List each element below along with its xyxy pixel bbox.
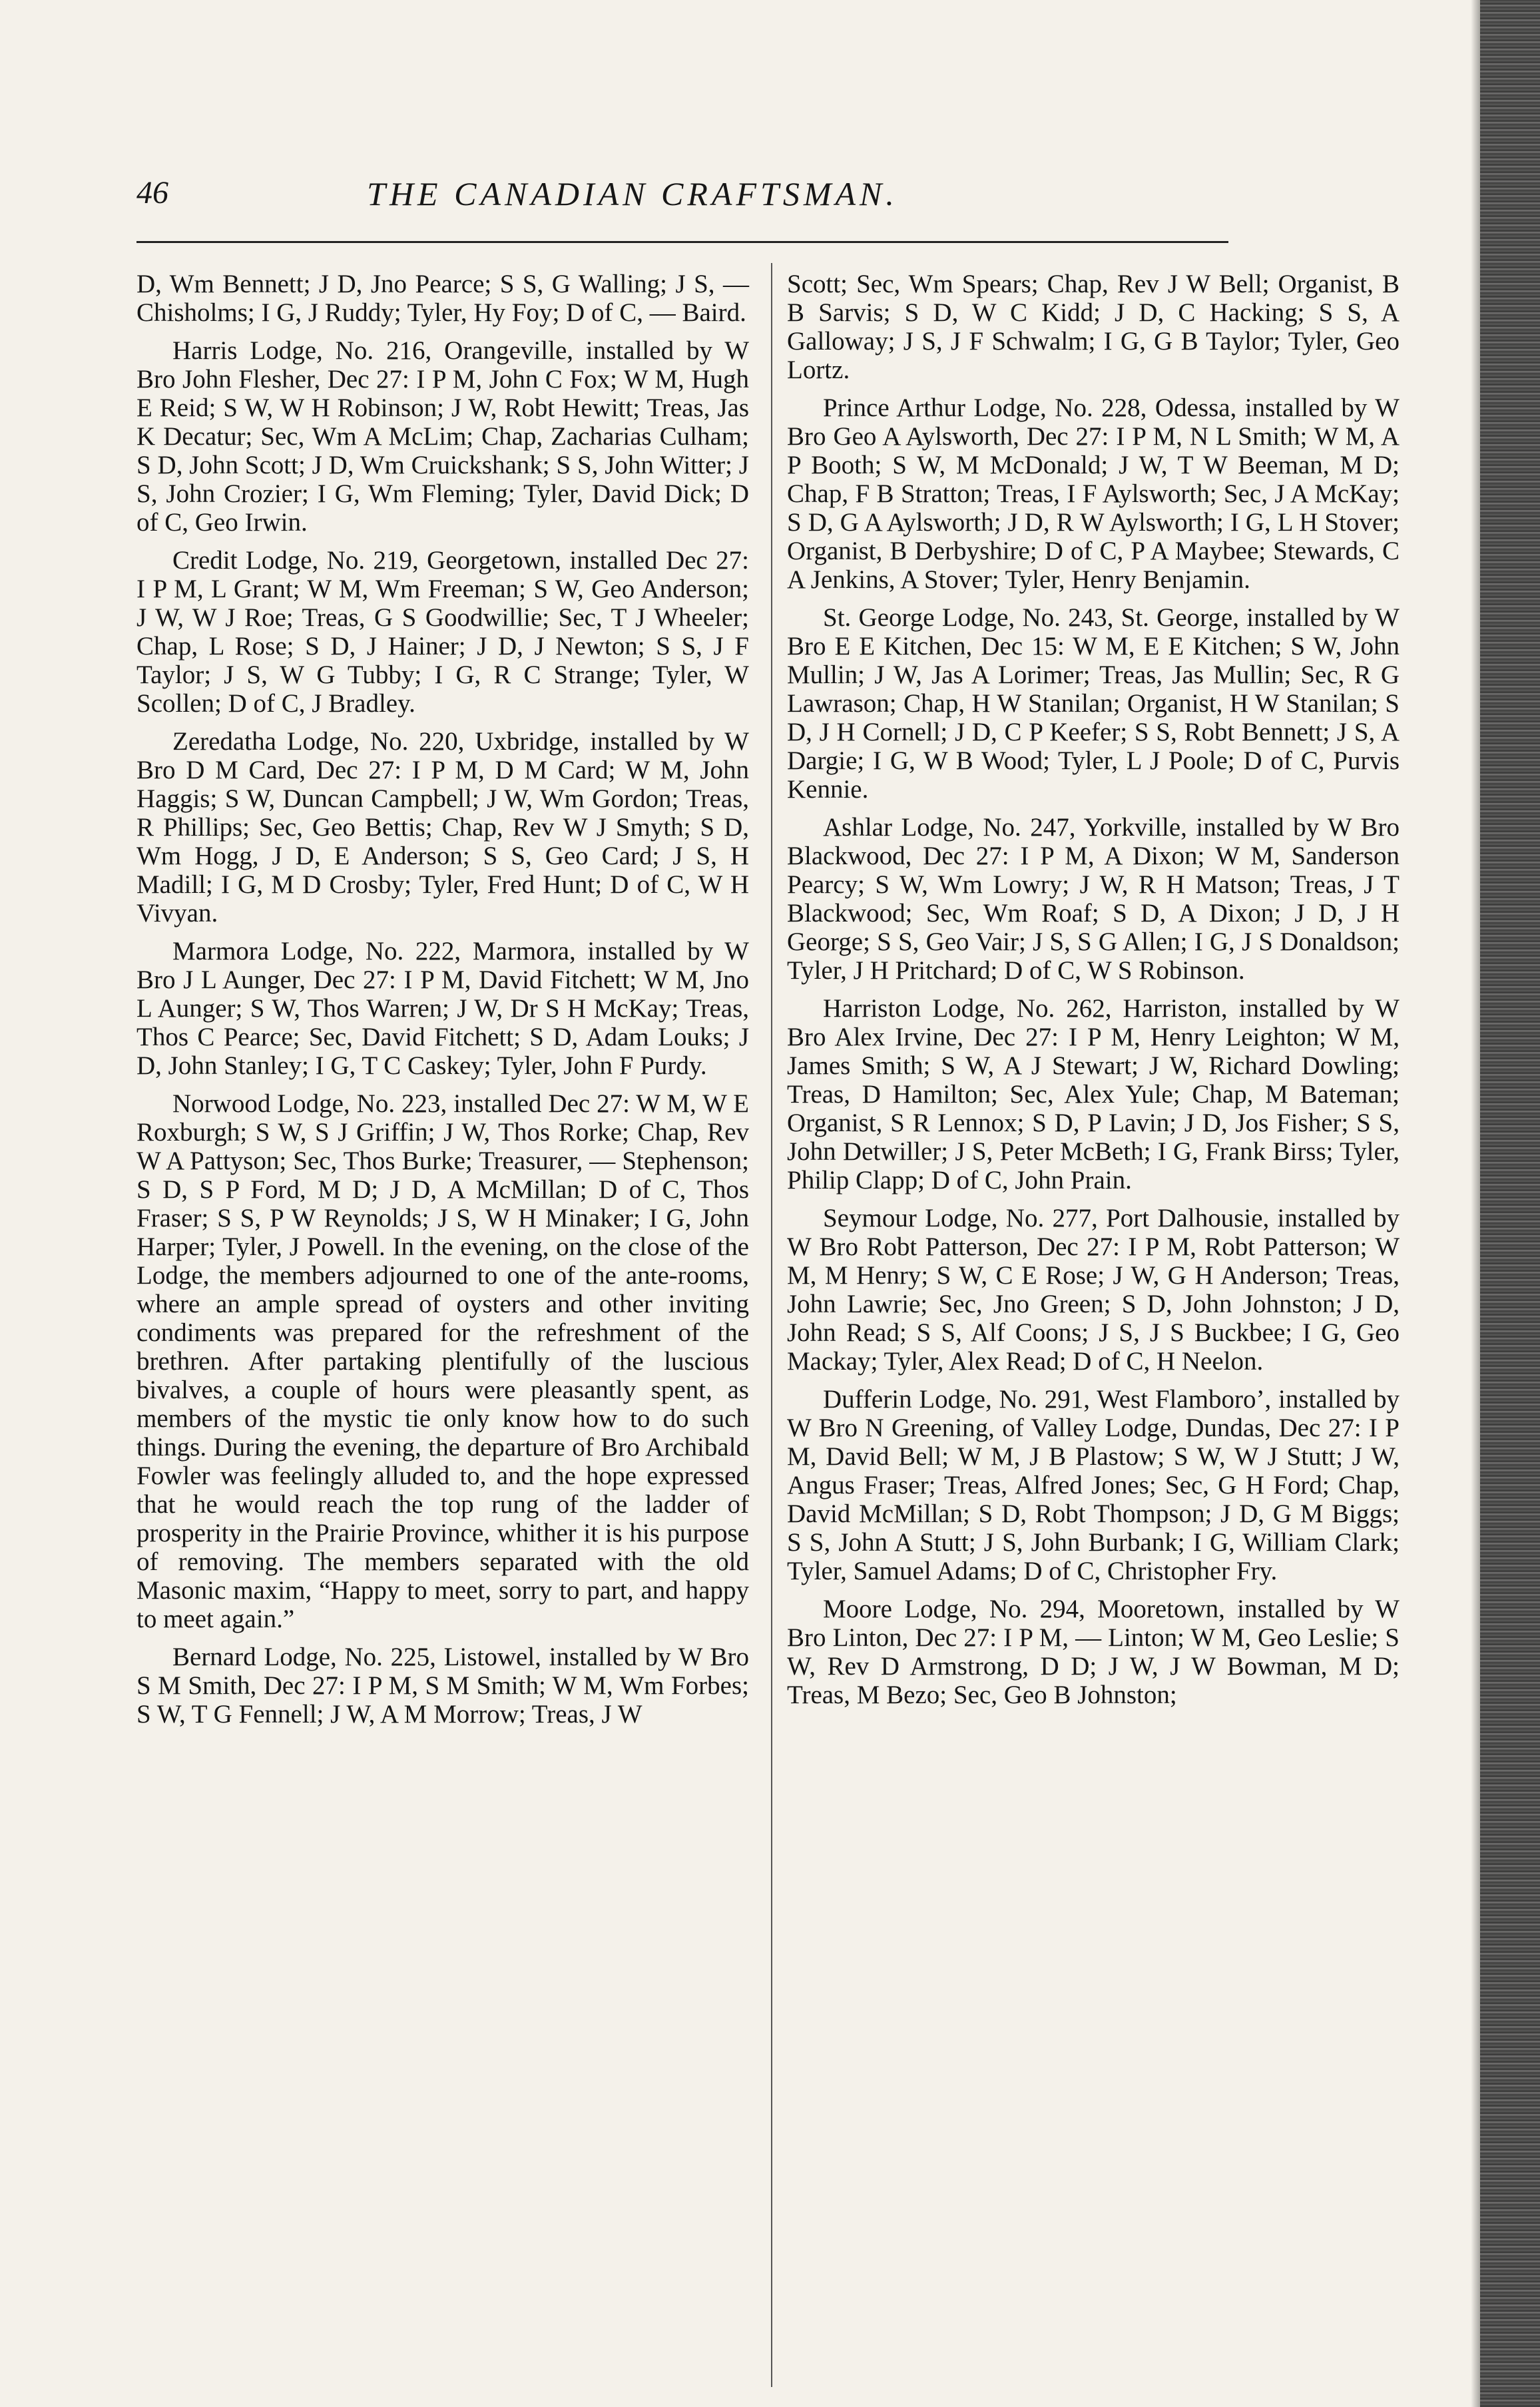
lodge-entry: Dufferin Lodge, No. 291, West Flamboro’, installed by W Bro N Greening, of Valley Lodge, Dundas, Dec 27: I P M, David Bell; W M, J B Plastow; S W, W J Stutt; J W, Angus Fraser; Treas, Alfred Jones; Sec, G H Ford; Chap, David McMillan; S D, Robt Thompson; J D, G M Biggs; S S, John A Stutt; J S, John Burbank; I G, William Clark; Tyler, Samuel Adams; D of C, Christopher Fry.	[787, 1385, 1400, 1585]
lodge-entry: Harriston Lodge, No. 262, Harriston, installed by W Bro Alex Irvine, Dec 27: I P M, Henry Leighton; W M, James Smith; S W, A J Stewart; J W, Richard Dowling; Treas, D Hamilton; Sec, Alex Yule; Chap, M Bateman; Organist, S R Lennox; S D, P Lavin; J D, Jos Fisher; S S, John Detwiller; J S, Peter McBeth; I G, Frank Birss; Tyler, Philip Clapp; D of C, John Prain.	[787, 994, 1400, 1195]
lodge-entry: Moore Lodge, No. 294, Mooretown, installed by W Bro Linton, Dec 27: I P M, — Linton; W M, Geo Leslie; S W, Rev D Armstrong, D D; J W, J W Bowman, M D; Treas, M Bezo; Sec, Geo B Johnston;	[787, 1595, 1400, 1709]
column-divider	[771, 263, 772, 2387]
running-title: THE CANADIAN CRAFTSMAN.	[367, 175, 898, 212]
lodge-entry: Zeredatha Lodge, No. 220, Uxbridge, installed by W Bro D M Card, Dec 27: I P M, D M Card; W M, John Haggis; S W, Duncan Campbell; J W, Wm Gordon; Treas, R Phillips; Sec, Geo Bettis; Chap, Rev W J Smyth; S D, Wm Hogg, J D, E Anderson; S S, Geo Card; J S, H Madill; I G, M D Crosby; Tyler, Fred Hunt; D of C, W H Vivyan.	[136, 727, 749, 928]
lodge-entry: St. George Lodge, No. 243, St. George, installed by W Bro E E Kitchen, Dec 15: W M, E E Kitchen; S W, John Mullin; J W, Jas A Lorimer; Treas, Jas Mullin; Sec, R G Lawrason; Chap, H W Stanilan; Organist, H W Stanilan; S D, J H Cornell; J D, C P Keefer; S S, Robt Bennett; J S, A Dargie; I G, W B Wood; Tyler, L J Poole; D of C, Purvis Kennie.	[787, 603, 1400, 804]
header-rule	[136, 241, 1228, 243]
lodge-entry: Norwood Lodge, No. 223, installed Dec 27: W M, W E Roxburgh; S W, S J Griffin; J W, Thos Rorke; Chap, Rev W A Pattyson; Sec, Thos Burke; Treasurer, — Stephenson; S D, S P Ford, M D; J D, A McMillan; D of C, Thos Fraser; S S, P W Reynolds; J S, W H Minaker; I G, John Harper; Tyler, J Powell. In the evening, on the close of the Lodge, the members adjourned to one of the ante-rooms, where an ample spread of oysters and other inviting condiments was prepared for the refreshment of the brethren. After partaking plentifully of the luscious bivalves, a couple of hours were pleasantly spent, as members of the mystic tie only know how to do such things. During the evening, the departure of Bro Archibald Fowler was feelingly alluded to, and the hope expressed that he would reach the top rung of the ladder of prosperity in the Prairie Province, whither it is his purpose of removing. The members separated with the old Masonic maxim, “Happy to meet, sorry to part, and happy to meet again.”	[136, 1089, 749, 1633]
page-number: 46	[136, 175, 168, 210]
lodge-entry: Harris Lodge, No. 216, Orangeville, installed by W Bro John Flesher, Dec 27: I P M, John C Fox; W M, Hugh E Reid; S W, W H Robinson; J W, Robt Hewitt; Treas, Jas K Decatur; Sec, Wm A McLim; Chap, Zacharias Culham; S D, John Scott; J D, Wm Cruickshank; S S, John Witter; J S, John Crozier; I G, Wm Fleming; Tyler, David Dick; D of C, Geo Irwin.	[136, 336, 749, 537]
page-header	[136, 174, 1135, 234]
lodge-entry: Credit Lodge, No. 219, Georgetown, installed Dec 27: I P M, L Grant; W M, Wm Freeman; S W, Geo Anderson; J W, W J Roe; Treas, G S Goodwillie; Sec, T J Wheeler; Chap, L Rose; S D, J Hainer; J D, J Newton; S S, J F Taylor; J S, W G Tubby; I G, R C Strange; Tyler, W Scollen; D of C, J Bradley.	[136, 546, 749, 718]
left-column	[136, 270, 749, 1738]
lodge-entry: Prince Arthur Lodge, No. 228, Odessa, installed by W Bro Geo A Aylsworth, Dec 27: I P M, N L Smith; W M, A P Booth; S W, M McDonald; J W, T W Beeman, M D; Chap, F B Stratton; Treas, I F Aylsworth; Sec, J A McKay; S D, G A Aylsworth; J D, R W Aylsworth; I G, L H Stover; Organist, B Derbyshire; D of C, P A Maybee; Stewards, C A Jenkins, A Stover; Tyler, Henry Benjamin.	[787, 394, 1400, 594]
lodge-entry: Scott; Sec, Wm Spears; Chap, Rev J W Bell; Organist, B B Sarvis; S D, W C Kidd; J D, C Hacking; S S, A Galloway; J S, J F Schwalm; I G, G B Taylor; Tyler, Geo Lortz.	[787, 270, 1400, 384]
lodge-entry: Bernard Lodge, No. 225, Listowel, installed by W Bro S M Smith, Dec 27: I P M, S M Smith; W M, Wm Forbes; S W, T G Fennell; J W, A M Morrow; Treas, J W	[136, 1643, 749, 1729]
lodge-entry: Seymour Lodge, No. 277, Port Dalhousie, installed by W Bro Robt Patterson, Dec 27: I P M, Robt Patterson; W M, M Henry; S W, C E Rose; J W, G H Anderson; Treas, John Lawrie; Sec, Jno Green; S D, John Johnston; J D, John Read; S S, Alf Coons; J S, J S Buckbee; I G, Geo Mackay; Tyler, Alex Read; D of C, H Neelon.	[787, 1204, 1400, 1376]
right-column	[787, 270, 1400, 1719]
lodge-entry: Ashlar Lodge, No. 247, Yorkville, installed by W Bro Blackwood, Dec 27: I P M, A Dixon; W M, Sanderson Pearcy; S W, Wm Lowry; J W, R H Matson; Treas, J T Blackwood; Sec, Wm Roaf; S D, A Dixon; J D, J H George; S S, Geo Vair; J S, S G Allen; I G, J S Donaldson; Tyler, J H Pritchard; D of C, W S Robinson.	[787, 813, 1400, 985]
lodge-entry: Marmora Lodge, No. 222, Marmora, installed by W Bro J L Aunger, Dec 27: I P M, David Fitchett; W M, Jno L Aunger; S W, Thos Warren; J W, Dr S H McKay; Treas, Thos C Pearce; Sec, David Fitchett; S D, Adam Louks; J D, John Stanley; I G, T C Caskey; Tyler, John F Purdy.	[136, 937, 749, 1080]
page-binding-edge	[1480, 0, 1540, 2407]
lodge-entry: D, Wm Bennett; J D, Jno Pearce; S S, G Walling; J S, — Chisholms; I G, J Ruddy; Tyler, Hy Foy; D of C, — Baird.	[136, 270, 749, 327]
